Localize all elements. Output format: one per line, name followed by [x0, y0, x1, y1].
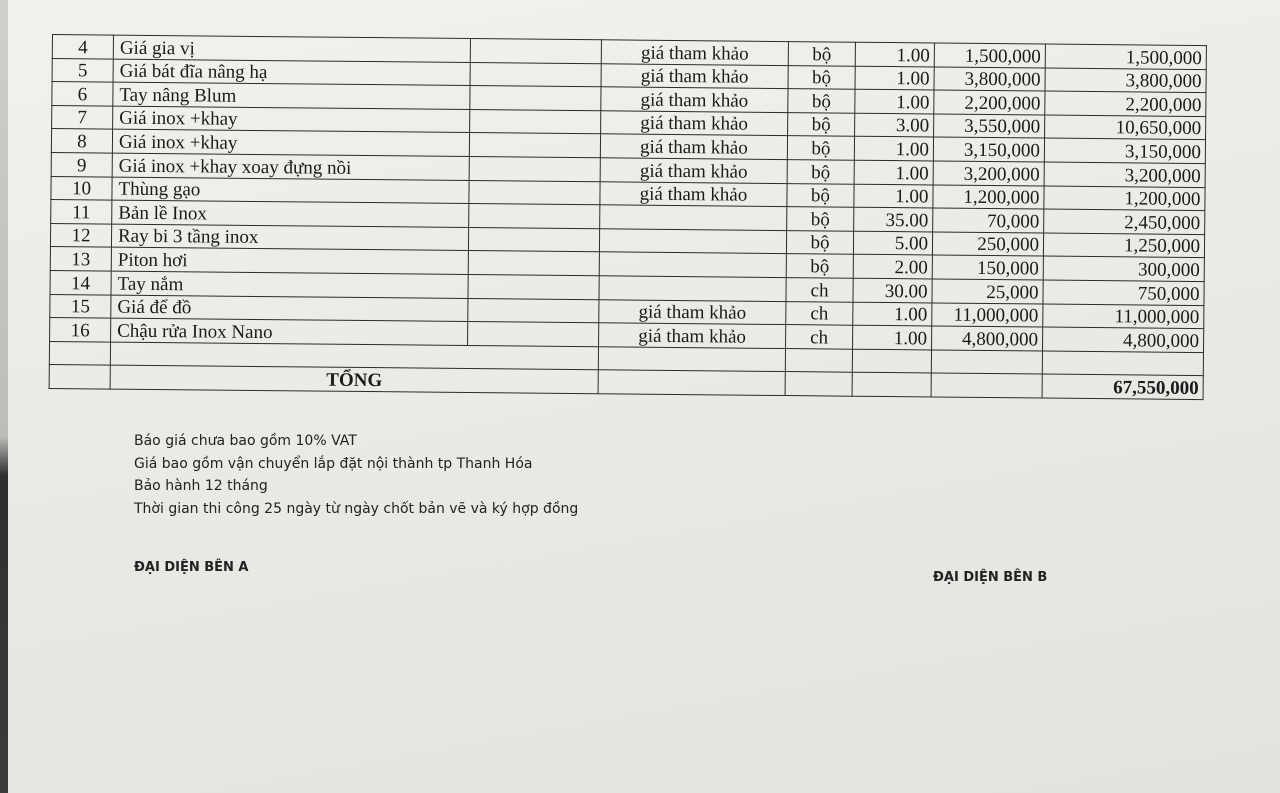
cell-unit-price: 70,000: [933, 208, 1044, 233]
cell-line-total: 3,200,000: [1044, 162, 1205, 187]
terms-notes: [134, 430, 578, 520]
cell-note: [600, 205, 787, 230]
cell-empty: [1042, 351, 1203, 376]
cell-note: giá tham khảo: [600, 181, 787, 206]
cell-unit: bộ: [788, 112, 855, 136]
cell-item-name: Ray bi 3 tầng inox: [111, 224, 468, 251]
cell-empty: [931, 350, 1042, 375]
cell-unit-price: 150,000: [932, 255, 1043, 280]
cell-item-name: Giá gia vị: [113, 35, 470, 62]
cell-dimension: [470, 39, 601, 64]
cell-unit: bộ: [788, 89, 855, 113]
cell-dimension: [470, 86, 601, 111]
cell-quantity: 35.00: [854, 207, 933, 231]
cell-item-name: Giá inox +khay: [113, 106, 470, 133]
cell-unit: bộ: [787, 207, 854, 231]
cell-unit: bộ: [788, 42, 855, 66]
cell-stt: 6: [52, 82, 113, 106]
cell-line-total: 1,500,000: [1045, 44, 1206, 69]
cell-item-name: Giá inox +khay xoay đựng nồi: [112, 153, 469, 180]
cell-quantity: 30.00: [853, 278, 932, 302]
cell-empty: [785, 372, 852, 396]
cell-item-name: Piton hơi: [111, 247, 468, 274]
cell-note: giá tham khảo: [601, 111, 788, 136]
cell-stt: 8: [51, 129, 112, 153]
cell-item-name: Giá bát đĩa nâng hạ: [113, 59, 470, 86]
total-label: TỔNG: [110, 365, 598, 393]
note-vat: Báo giá chưa bao gồm 10% VAT: [134, 433, 357, 449]
cell-item-name: Giá để đồ: [111, 295, 468, 322]
cell-unit: bộ: [786, 254, 853, 278]
cell-dimension: [469, 133, 600, 158]
cell-item-name: Chậu rửa Inox Nano: [111, 318, 468, 345]
cell-quantity: 3.00: [855, 113, 934, 137]
cell-empty: [852, 349, 931, 373]
cell-unit-price: 1,200,000: [933, 185, 1044, 210]
cell-stt: 12: [50, 223, 111, 247]
cell-unit-price: 11,000,000: [932, 302, 1043, 327]
cell-dimension: [470, 62, 601, 87]
cell-unit: bộ: [787, 160, 854, 184]
cell-line-total: 2,200,000: [1045, 91, 1206, 116]
cell-quantity: 1.00: [855, 42, 934, 66]
cell-unit-price: 3,550,000: [934, 114, 1045, 139]
cell-dimension: [470, 109, 601, 134]
cell-note: giá tham khảo: [600, 134, 787, 159]
cell-quantity: 1.00: [855, 89, 934, 113]
cell-note: [599, 276, 786, 301]
cell-note: giá tham khảo: [601, 63, 788, 88]
cell-item-name: Giá inox +khay: [112, 129, 469, 156]
cell-unit: ch: [786, 277, 853, 301]
cell-note: giá tham khảo: [601, 40, 788, 65]
cell-quantity: 1.00: [853, 325, 932, 349]
cell-stt: 13: [50, 247, 111, 271]
cell-line-total: 1,200,000: [1044, 186, 1205, 211]
cell-dimension: [468, 227, 599, 252]
cell-line-total: 3,150,000: [1044, 138, 1205, 163]
cell-dimension: [469, 180, 600, 205]
cell-item-name: Tay nắm: [111, 271, 468, 298]
note-shipping: Giá bao gồm vận chuyển lắp đặt nội thành tp Thanh Hóa: [134, 455, 533, 472]
cell-line-total: 3,800,000: [1045, 68, 1206, 93]
cell-quantity: 1.00: [854, 160, 933, 184]
cell-empty: [49, 365, 110, 389]
cell-unit: ch: [786, 301, 853, 325]
cell-empty: [49, 341, 110, 365]
cell-note: giá tham khảo: [599, 299, 786, 324]
cell-unit: bộ: [787, 183, 854, 207]
cell-unit-price: 25,000: [932, 279, 1043, 304]
cell-stt: 11: [51, 200, 112, 224]
quotation-table-body: [50, 35, 1207, 353]
cell-empty: [785, 348, 852, 372]
cell-dimension: [469, 156, 600, 181]
cell-unit: bộ: [788, 65, 855, 89]
cell-line-total: 1,250,000: [1043, 233, 1204, 258]
cell-note: [599, 252, 786, 277]
signature-party-b: ĐẠI DIỆN BÊN B: [933, 570, 1048, 585]
cell-note: giá tham khảo: [599, 323, 786, 348]
cell-line-total: 2,450,000: [1044, 209, 1205, 234]
cell-quantity: 1.00: [854, 184, 933, 208]
cell-dimension: [469, 204, 600, 229]
document-page: [8, 0, 1280, 793]
cell-empty: [852, 373, 931, 397]
cell-stt: 9: [51, 152, 112, 176]
cell-line-total: 4,800,000: [1043, 327, 1204, 352]
cell-line-total: 11,000,000: [1043, 304, 1204, 329]
cell-unit-price: 3,800,000: [934, 67, 1045, 92]
cell-unit-price: 2,200,000: [934, 90, 1045, 115]
cell-unit-price: 250,000: [932, 232, 1043, 257]
cell-quantity: 1.00: [853, 302, 932, 326]
note-construction-time: Thời gian thi công 25 ngày từ ngày chốt bản vẽ và ký hợp đồng: [134, 500, 579, 517]
cell-stt: 15: [50, 294, 111, 318]
cell-note: giá tham khảo: [601, 87, 788, 112]
cell-stt: 10: [51, 176, 112, 200]
cell-stt: 4: [52, 35, 113, 59]
cell-empty: [598, 370, 785, 395]
cell-stt: 16: [50, 318, 111, 342]
cell-stt: 5: [52, 58, 113, 82]
cell-item-name: Thùng gạo: [112, 177, 469, 204]
cell-item-name: Bản lề Inox: [112, 200, 469, 227]
cell-stt: 14: [50, 270, 111, 294]
cell-unit: bộ: [787, 136, 854, 160]
cell-quantity: 1.00: [854, 137, 933, 161]
cell-unit-price: 3,150,000: [933, 137, 1044, 162]
cell-unit-price: 1,500,000: [934, 43, 1045, 68]
cell-empty: [598, 346, 785, 371]
cell-quantity: 5.00: [853, 231, 932, 255]
cell-dimension: [468, 322, 599, 347]
cell-unit-price: 3,200,000: [933, 161, 1044, 186]
cell-quantity: 1.00: [855, 66, 934, 90]
quotation-table: [49, 34, 1207, 400]
cell-item-name: Tay nâng Blum: [113, 82, 470, 109]
grand-total-value: 67,550,000: [1042, 374, 1203, 399]
cell-dimension: [468, 298, 599, 323]
cell-line-total: 750,000: [1043, 280, 1204, 305]
cell-quantity: 2.00: [853, 255, 932, 279]
signature-party-a: ĐẠI DIỆN BÊN A: [134, 560, 249, 575]
cell-line-total: 300,000: [1043, 256, 1204, 281]
cell-line-total: 10,650,000: [1045, 115, 1206, 140]
cell-unit: bộ: [786, 230, 853, 254]
cell-unit: ch: [786, 325, 853, 349]
cell-stt: 7: [52, 105, 113, 129]
cell-dimension: [468, 274, 599, 299]
note-warranty: Bảo hành 12 tháng: [134, 478, 268, 494]
cell-note: giá tham khảo: [600, 158, 787, 183]
cell-unit-price: 4,800,000: [932, 326, 1043, 351]
cell-dimension: [468, 251, 599, 276]
cell-empty: [931, 373, 1042, 398]
cell-note: [599, 229, 786, 254]
